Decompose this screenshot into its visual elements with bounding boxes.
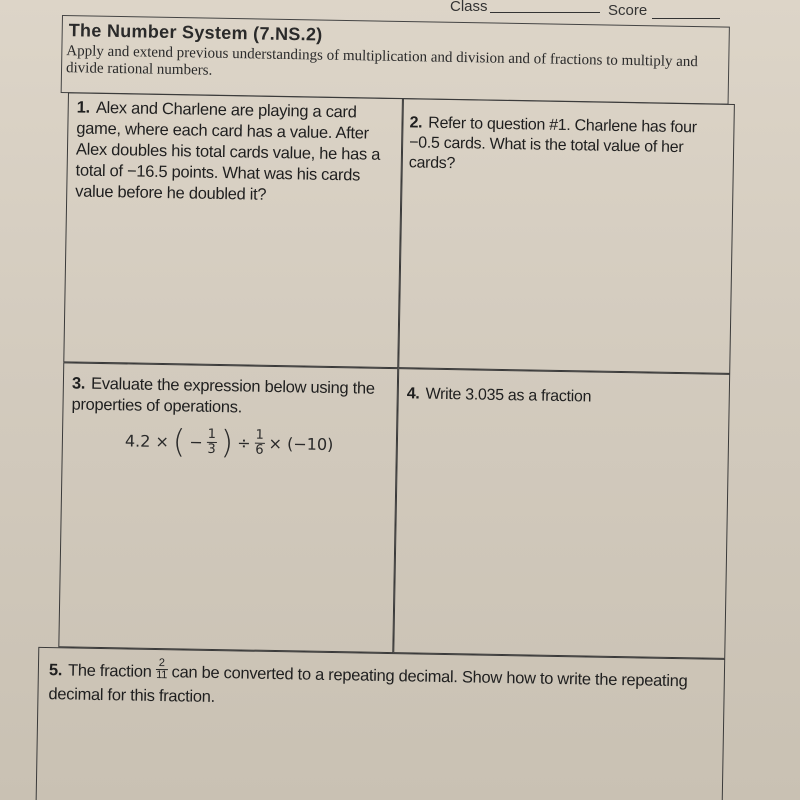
- question-cell-3: [58, 362, 398, 653]
- question-text-end: can be converted to a repeating decimal. Show how to write the repeating decimal for this fraction.: [48, 663, 688, 707]
- expr-divide: ÷: [237, 432, 251, 453]
- question-number: 4.: [406, 385, 420, 403]
- question-4: [407, 383, 722, 409]
- fraction-denominator: 11: [156, 669, 168, 682]
- standard-description: Apply and extend previous understandings of multiplication and division and of fractions to multiply and divide rational numbers.: [65, 43, 698, 79]
- fraction-numerator: 2: [158, 657, 165, 670]
- score-blank: [652, 18, 720, 19]
- question-number: 5.: [48, 661, 63, 680]
- question-text-start: The fraction: [67, 661, 152, 681]
- fraction-denominator: 3: [207, 441, 216, 457]
- math-expression: [125, 424, 334, 460]
- page-title: The Number System (7.NS.2): [68, 20, 323, 45]
- question-2: [409, 113, 725, 178]
- fraction-numerator: 1: [207, 426, 217, 442]
- class-label: Class: [450, 0, 488, 15]
- standard-header-box: [61, 15, 730, 105]
- fraction-numerator: 1: [255, 427, 265, 443]
- expr-negative: −: [189, 432, 203, 452]
- expr-close-paren: ): [220, 423, 234, 462]
- fraction-one-third: [206, 427, 217, 456]
- fraction-one-sixth: [254, 428, 265, 457]
- question-cell-4: [393, 368, 730, 659]
- question-text: Alex and Charlene are playing a card game, where each card has a value. After Alex doubles his total cards value, he has a total of −16.5 points. What was his cards value before he doubled it?: [75, 98, 381, 204]
- question-cell-5: [35, 647, 725, 800]
- fraction-two-elevenths: [155, 658, 167, 681]
- fraction-denominator: 6: [255, 442, 264, 458]
- class-blank: [490, 12, 600, 13]
- expr-open-paren: (: [172, 422, 186, 461]
- question-text: Write 3.035 as a fraction: [425, 385, 592, 406]
- question-1: [75, 98, 395, 209]
- question-cell-2: [398, 98, 735, 374]
- expr-coefficient: 4.2 ×: [124, 430, 170, 451]
- question-number: 1.: [76, 98, 91, 117]
- question-5: [48, 658, 689, 717]
- question-cell-1: [63, 92, 403, 368]
- question-grid: [35, 92, 737, 800]
- question-3: [71, 373, 390, 421]
- expr-tail: × (−10): [268, 433, 334, 454]
- question-number: 3.: [71, 374, 86, 393]
- score-label: Score: [608, 2, 648, 19]
- question-text: Refer to question #1. Charlene has four −0.5 cards. What is the total value of her cards?: [408, 114, 697, 173]
- question-number: 2.: [409, 114, 423, 132]
- question-text: Evaluate the expression below using the properties of operations.: [71, 374, 375, 417]
